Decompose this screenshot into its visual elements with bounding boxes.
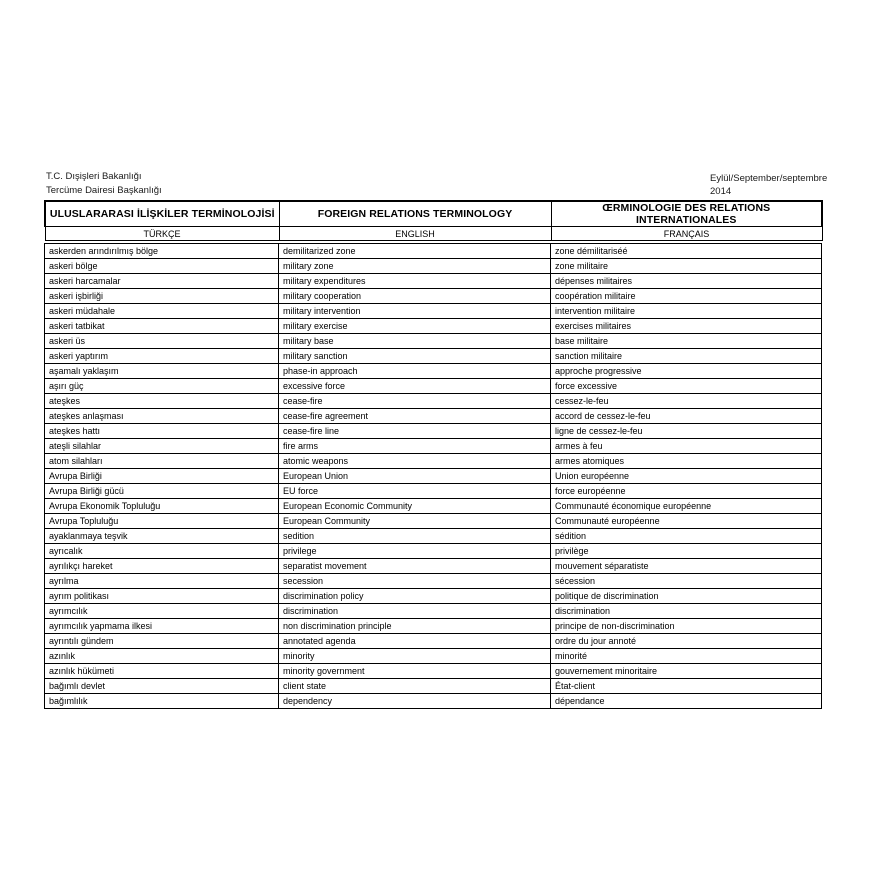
term-cell: fire arms (279, 439, 551, 454)
term-cell: military cooperation (279, 289, 551, 304)
term-cell: phase-in approach (279, 364, 551, 379)
language-header-francais: FRANÇAIS (551, 227, 822, 241)
term-cell: military zone (279, 259, 551, 274)
table-row (45, 514, 822, 529)
table-row (45, 454, 822, 469)
term-cell: askeri işbirliği (45, 289, 279, 304)
term-cell: ayaklanmaya teşvik (45, 529, 279, 544)
term-cell: discrimination (551, 604, 822, 619)
term-cell: force excessive (551, 379, 822, 394)
department-name: Tercüme Dairesi Başkanlığı (46, 184, 162, 196)
term-cell: Communauté économique européenne (551, 499, 822, 514)
term-cell: askerden arındırılmış bölge (45, 244, 279, 259)
term-cell: ateşli silahlar (45, 439, 279, 454)
term-cell: EU force (279, 484, 551, 499)
term-cell: ayrımcılık (45, 604, 279, 619)
term-cell: Avrupa Birliği (45, 469, 279, 484)
term-cell: ayrımcılık yapmama ilkesi (45, 619, 279, 634)
table-row (45, 694, 822, 709)
term-cell: politique de discrimination (551, 589, 822, 604)
term-cell: sécession (551, 574, 822, 589)
term-cell: ligne de cessez-le-feu (551, 424, 822, 439)
term-cell: force européenne (551, 484, 822, 499)
term-cell: Avrupa Birliği gücü (45, 484, 279, 499)
term-cell: separatist movement (279, 559, 551, 574)
term-cell: armes atomiques (551, 454, 822, 469)
term-cell: privilege (279, 544, 551, 559)
column-title-turkish: ULUSLARARASI İLİŞKİLER TERMİNOLOJİSİ (45, 201, 279, 227)
language-header-row (45, 227, 822, 241)
term-cell: atom silahları (45, 454, 279, 469)
table-row (45, 544, 822, 559)
table-row (45, 484, 822, 499)
table-row (45, 394, 822, 409)
table-row (45, 319, 822, 334)
table-row (45, 379, 822, 394)
term-cell: askeri tatbikat (45, 319, 279, 334)
table-row (45, 364, 822, 379)
term-cell: sedition (279, 529, 551, 544)
table-header (44, 200, 823, 241)
term-cell: excessive force (279, 379, 551, 394)
term-cell: atomic weapons (279, 454, 551, 469)
table-row (45, 574, 822, 589)
language-header-turkce: TÜRKÇE (45, 227, 279, 241)
term-cell: cease-fire agreement (279, 409, 551, 424)
ministry-name: T.C. Dışişleri Bakanlığı (46, 171, 142, 182)
term-cell: cessez-le-feu (551, 394, 822, 409)
term-cell: Avrupa Ekonomik Topluluğu (45, 499, 279, 514)
term-cell: Union européenne (551, 469, 822, 484)
table-row (45, 589, 822, 604)
table-row (45, 349, 822, 364)
term-cell: mouvement séparatiste (551, 559, 822, 574)
term-cell: client state (279, 679, 551, 694)
terminology-table (44, 200, 821, 709)
term-cell: European Community (279, 514, 551, 529)
table-row (45, 649, 822, 664)
term-cell: gouvernement minoritaire (551, 664, 822, 679)
term-cell: European Union (279, 469, 551, 484)
term-cell: cease-fire line (279, 424, 551, 439)
term-cell: aşırı güç (45, 379, 279, 394)
term-cell: ayrıcalık (45, 544, 279, 559)
table-row (45, 304, 822, 319)
term-cell: exercises militaires (551, 319, 822, 334)
term-cell: Avrupa Topluluğu (45, 514, 279, 529)
document-header-right (710, 172, 828, 198)
term-cell: sanction militaire (551, 349, 822, 364)
term-cell: ateşkes hattı (45, 424, 279, 439)
term-cell: minority government (279, 664, 551, 679)
table-row (45, 619, 822, 634)
term-cell: askeri üs (45, 334, 279, 349)
term-cell: Communauté européenne (551, 514, 822, 529)
term-cell: privilège (551, 544, 822, 559)
term-cell: bağımlı devlet (45, 679, 279, 694)
table-row (45, 679, 822, 694)
column-title-row (45, 201, 822, 227)
term-cell: zone démilitariséé (551, 244, 822, 259)
term-cell: ayrılıkçı hareket (45, 559, 279, 574)
term-cell: dependency (279, 694, 551, 709)
term-cell: secession (279, 574, 551, 589)
table-row (45, 424, 822, 439)
date-months: Eylül/September/septembre (710, 173, 828, 184)
term-cell: military intervention (279, 304, 551, 319)
term-cell: coopération militaire (551, 289, 822, 304)
term-cell: État-client (551, 679, 822, 694)
term-cell: discrimination policy (279, 589, 551, 604)
term-cell: base militaire (551, 334, 822, 349)
terminology-data-table (44, 243, 822, 709)
term-cell: non discrimination principle (279, 619, 551, 634)
term-cell: demilitarized zone (279, 244, 551, 259)
term-cell: ayrıntılı gündem (45, 634, 279, 649)
term-cell: principe de non-discrimination (551, 619, 822, 634)
term-cell: ateşkes (45, 394, 279, 409)
term-cell: annotated agenda (279, 634, 551, 649)
column-title-french: ŒRMINOLOGIE DES RELATIONS INTERNATIONALES (551, 201, 822, 227)
term-cell: discrimination (279, 604, 551, 619)
table-row (45, 529, 822, 544)
term-cell: ateşkes anlaşması (45, 409, 279, 424)
table-row (45, 559, 822, 574)
table-row (45, 334, 822, 349)
table-row (45, 244, 822, 259)
term-cell: aşamalı yaklaşım (45, 364, 279, 379)
table-row (45, 664, 822, 679)
term-cell: ayrılma (45, 574, 279, 589)
table-row (45, 259, 822, 274)
term-cell: intervention militaire (551, 304, 822, 319)
term-cell: sédition (551, 529, 822, 544)
term-cell: European Economic Community (279, 499, 551, 514)
table-row (45, 469, 822, 484)
table-row (45, 409, 822, 424)
term-cell: cease-fire (279, 394, 551, 409)
term-cell: accord de cessez-le-feu (551, 409, 822, 424)
term-cell: zone militaire (551, 259, 822, 274)
term-cell: ayrım politikası (45, 589, 279, 604)
date-year: 2014 (710, 186, 732, 197)
term-cell: dépenses militaires (551, 274, 822, 289)
term-cell: askeri harcamalar (45, 274, 279, 289)
term-cell: azınlık hükümeti (45, 664, 279, 679)
term-cell: military base (279, 334, 551, 349)
table-row (45, 289, 822, 304)
term-cell: approche progressive (551, 364, 822, 379)
table-row (45, 634, 822, 649)
term-cell: azınlık (45, 649, 279, 664)
term-cell: askeri müdahale (45, 304, 279, 319)
term-cell: askeri yaptırım (45, 349, 279, 364)
table-row (45, 439, 822, 454)
term-cell: bağımlılık (45, 694, 279, 709)
term-cell: ordre du jour annoté (551, 634, 822, 649)
column-title-english: FOREIGN RELATIONS TERMINOLOGY (279, 201, 551, 227)
term-cell: military sanction (279, 349, 551, 364)
term-cell: dépendance (551, 694, 822, 709)
term-cell: minorité (551, 649, 822, 664)
term-cell: military exercise (279, 319, 551, 334)
document-header-left (46, 170, 162, 197)
table-row (45, 274, 822, 289)
term-cell: armes à feu (551, 439, 822, 454)
language-header-english: ENGLISH (279, 227, 551, 241)
terminology-table-body (45, 244, 822, 709)
table-row (45, 604, 822, 619)
term-cell: askeri bölge (45, 259, 279, 274)
table-row (45, 499, 822, 514)
term-cell: minority (279, 649, 551, 664)
term-cell: military expenditures (279, 274, 551, 289)
